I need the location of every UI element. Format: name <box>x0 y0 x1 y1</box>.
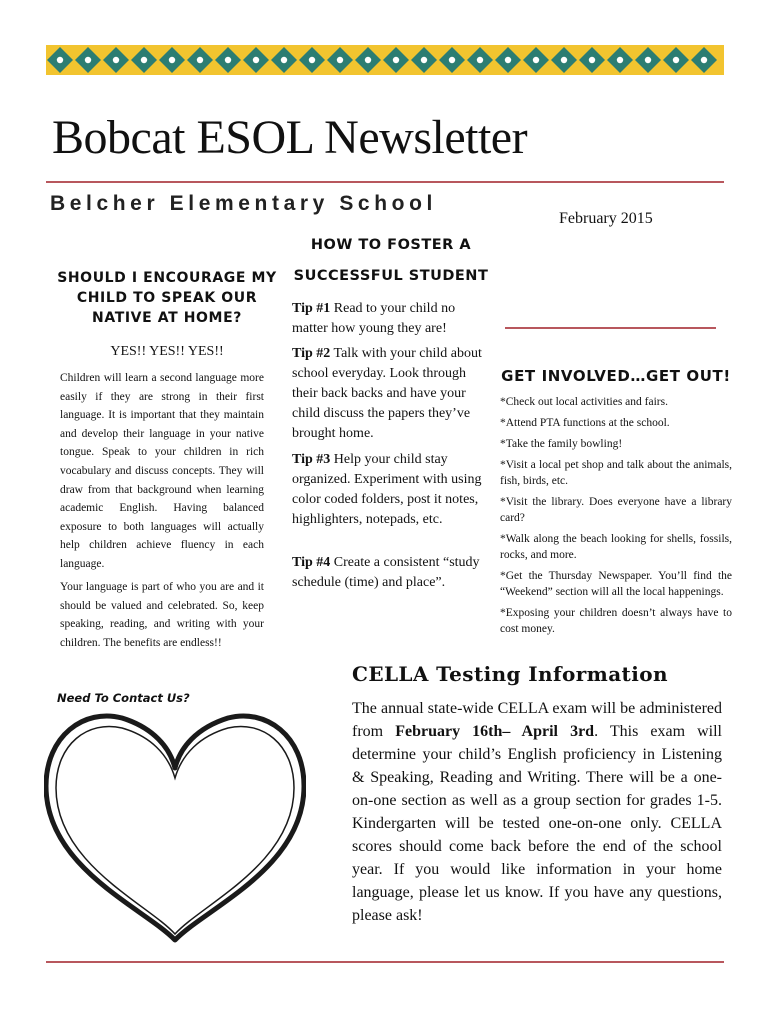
band-dot <box>197 57 203 63</box>
divider-bottom <box>46 961 724 963</box>
newsletter-title: Bobcat ESOL Newsletter <box>52 111 528 164</box>
band-dot <box>617 57 623 63</box>
get-involved-heading: GET INVOLVED…GET OUT! <box>501 367 731 385</box>
list-item: *Take the family bowling! <box>500 438 623 450</box>
band-dot <box>141 57 147 63</box>
band-dot <box>561 57 567 63</box>
list-item: *Exposing your children doesn’t always have to cost money. <box>500 607 732 635</box>
contact-label: Need To Contact Us? <box>57 691 190 705</box>
band-dot <box>645 57 651 63</box>
cella-text-after: . This exam will determine your child’s English proficiency in Listening & Speaking, Reading and Writing. There will be a one-on-one section as well as a group section for grades 1-5. Kindergarten will be tested one-on-one only. CELLA scores should come back before the end of the school year. If you would like information in your home language, please let us know. If you have any questions, please ask! <box>352 723 722 924</box>
list-item: *Visit the library. Does everyone have a library card? <box>500 496 732 524</box>
cella-paragraph <box>352 697 722 927</box>
band-dot <box>113 57 119 63</box>
native-language-paragraph-1: Children will learn a second language more easily if they are strong in their first language. It is important that they maintain and develop their language in your native tongue. Speak to your children in rich vocabulary and discuss concepts. They will draw from that background when learning academic English. Having balanced exposure to both languages will actually help children achieve fluency in each language. <box>60 372 264 570</box>
tip-2-text: Talk with your child about school everyday. Look through their back backs and have your child discuss the papers they’ve brought home. <box>292 346 482 441</box>
divider-top <box>46 181 724 183</box>
issue-date: February 2015 <box>559 210 653 227</box>
list-item: *Walk along the beach looking for shells, fossils, rocks, and more. <box>500 533 732 561</box>
band-dot <box>85 57 91 63</box>
band-dot <box>225 57 231 63</box>
band-dot <box>477 57 483 63</box>
list-item: *Check out local activities and fairs. <box>500 396 668 408</box>
tip-1-text: Read to your child no matter how young they are! <box>292 301 456 336</box>
band-dot <box>701 57 707 63</box>
tip-2-label: Tip #2 <box>292 346 331 361</box>
heart-outline-icon <box>44 708 306 944</box>
list-item: *Attend PTA functions at the school. <box>500 417 670 429</box>
tip-4-label: Tip #4 <box>292 555 331 570</box>
band-dot <box>673 57 679 63</box>
cella-heading: CELLA Testing Information <box>352 662 668 686</box>
get-involved-list <box>500 394 732 642</box>
tip-3-label: Tip #3 <box>292 452 331 467</box>
band-dot <box>57 57 63 63</box>
list-item: *Visit a local pet shop and talk about the animals, fish, birds, etc. <box>500 459 732 487</box>
decorative-diamond-band <box>46 45 724 75</box>
band-dot <box>533 57 539 63</box>
cella-text-before: The annual state-wide CELLA exam will be administered from <box>352 700 722 740</box>
tip-4 <box>292 553 488 593</box>
band-dot <box>421 57 427 63</box>
school-name: Belcher Elementary School <box>50 192 437 215</box>
tip-1 <box>292 299 488 339</box>
tip-3 <box>292 450 488 530</box>
band-dot <box>309 57 315 63</box>
foster-heading: HOW TO FOSTER A SUCCESSFUL STUDENT <box>293 237 489 284</box>
tip-3-text: Help your child stay organized. Experiment with using color coded folders, post it notes, highlighters, notepads, etc. <box>292 452 482 527</box>
band-dot <box>365 57 371 63</box>
divider-right <box>505 327 716 329</box>
band-dot <box>449 57 455 63</box>
tip-2 <box>292 344 488 444</box>
band-dot <box>393 57 399 63</box>
native-language-answer: YES!! YES!! YES!! <box>110 344 224 359</box>
cella-dates: February 16th– April 3rd <box>395 723 595 740</box>
band-dot <box>253 57 259 63</box>
band-dot <box>169 57 175 63</box>
band-dot <box>281 57 287 63</box>
tip-1-label: Tip #1 <box>292 301 331 316</box>
band-dot <box>337 57 343 63</box>
native-language-paragraph-2: Your language is part of who you are and it should be valued and celebrated. So, keep speaking, reading, and writing with your children. The benefits are endless!! <box>60 581 264 649</box>
list-item: *Get the Thursday Newspaper. You’ll find the “Weekend” section will all the local happenings. <box>500 570 732 598</box>
band-dot <box>589 57 595 63</box>
tip-4-text: Create a consistent “study schedule (time) and place”. <box>292 555 480 590</box>
native-language-heading: SHOULD I ENCOURAGE MY CHILD TO SPEAK OUR NATIVE AT HOME? <box>57 270 277 326</box>
band-dot <box>505 57 511 63</box>
